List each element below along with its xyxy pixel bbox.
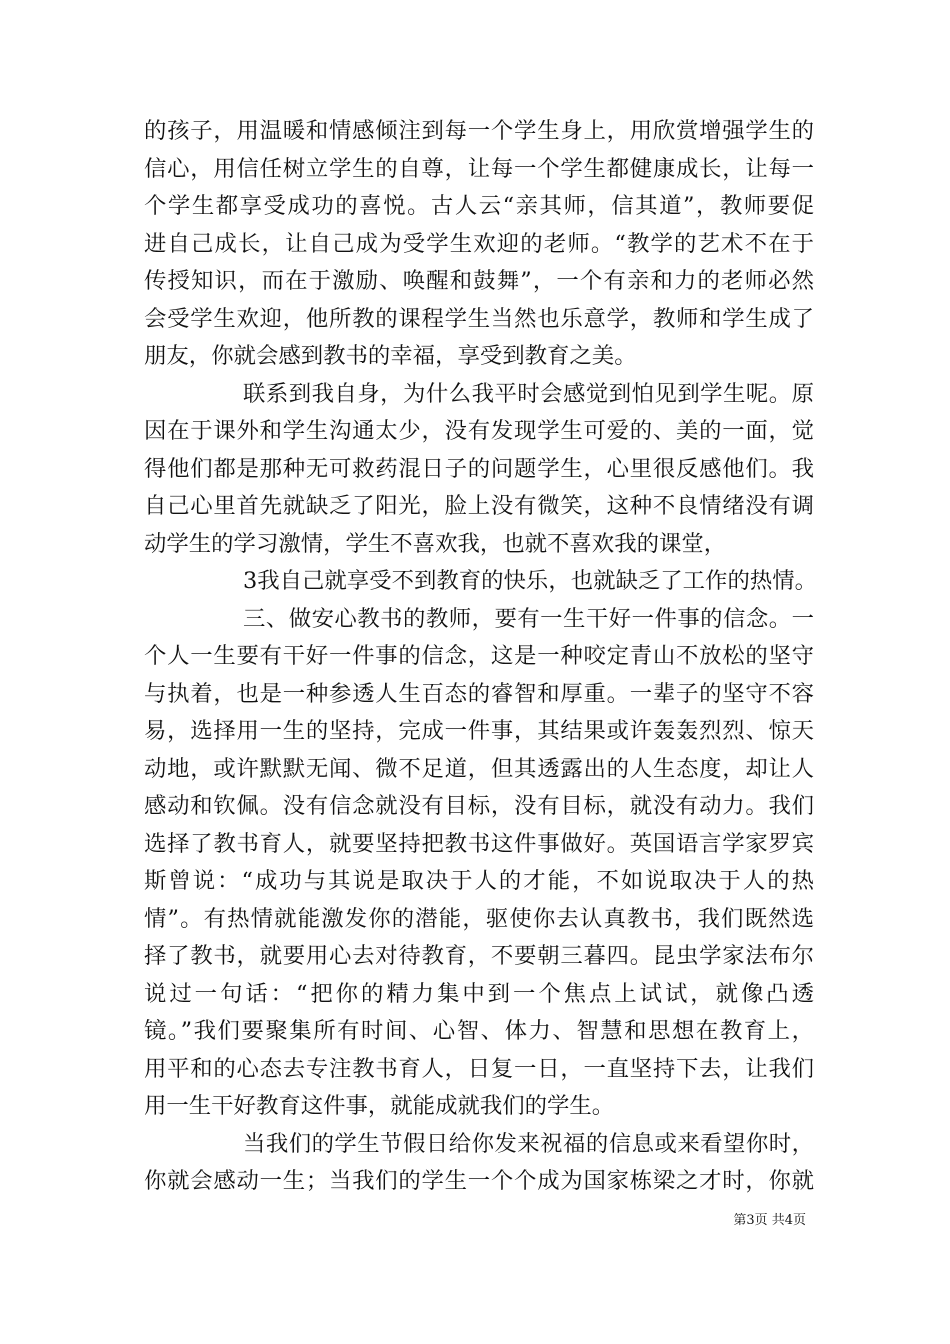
text-line: 与执着，也是一种参透人生百态的睿智和厚重。一辈子的坚守不容	[144, 680, 814, 707]
text-line: 情”。有热情就能激发你的潜能，驱使你去认真教书，我们既然选	[144, 905, 814, 932]
text-line: 用平和的心态去专注教书育人，日复一日，一直坚持下去，让我们	[144, 1055, 814, 1082]
page-number-footer: 第3页 共4页	[733, 1213, 806, 1228]
text-line: 择了教书，就要用心去对待教育，不要朝三暮四。昆虫学家法布尔	[144, 943, 814, 969]
text-line: 朋友，你就会感到教书的幸福，享受到教育之美。	[144, 343, 637, 369]
text-line: 镜。”我们要聚集所有时间、心智、体力、智慧和思想在教育上，	[144, 1018, 814, 1044]
text-line: 三、做安心教书的教师，要有一生干好一件事的信念。一	[243, 605, 814, 632]
text-line: 当我们的学生节假日给你发来祝福的信息或来看望你时，	[243, 1130, 814, 1157]
text-line: 进自己成长，让自己成为受学生欢迎的老师。“教学的艺术不在于	[144, 230, 814, 257]
text-line: 个学生都享受成功的喜悦。古人云“亲其师，信其道”，教师要促	[144, 193, 814, 219]
text-line: 选择了教书育人，就要坚持把教书这件事做好。英国语言学家罗宾	[144, 830, 814, 857]
text-line: 会受学生欢迎，他所教的课程学生当然也乐意学，教师和学生成了	[144, 305, 814, 332]
text-line: 自己心里首先就缺乏了阳光，脸上没有微笑，这种不良情绪没有调	[144, 493, 814, 519]
text-line: 动地，或许默默无闻、微不足道，但其透露出的人生态度，却让人	[144, 755, 814, 782]
text-line: 联系到我自身，为什么我平时会感觉到怕见到学生呢。原	[243, 380, 814, 407]
text-line: 斯曾说：“成功与其说是取决于人的才能，不如说取决于人的热	[144, 868, 814, 894]
text-line: 个人一生要有干好一件事的信念，这是一种咬定青山不放松的坚守	[144, 643, 814, 669]
text-line: 说过一句话：“把你的精力集中到一个焦点上试试，就像凸透	[144, 980, 814, 1007]
text-line: 传授知识，而在于激励、唤醒和鼓舞”，一个有亲和力的老师必然	[144, 268, 814, 294]
text-line: 感动和钦佩。没有信念就没有目标，没有目标，就没有动力。我们	[144, 793, 814, 819]
text-line: 的孩子，用温暖和情感倾注到每一个学生身上，用欣赏增强学生的	[144, 118, 814, 144]
text-line: 易，选择用一生的坚持，完成一件事，其结果或许轰轰烈烈、惊天	[144, 718, 814, 744]
body-text	[144, 113, 818, 1201]
text-line: 你就会感动一生；当我们的学生一个个成为国家栋梁之才时，你就	[144, 1168, 814, 1194]
text-line: 用一生干好教育这件事，就能成就我们的学生。	[144, 1093, 615, 1119]
text-line: 因在于课外和学生沟通太少，没有发现学生可爱的、美的一面，觉	[144, 418, 814, 444]
text-line: 信心，用信任树立学生的自尊，让每一个学生都健康成长，让每一	[144, 155, 814, 182]
text-line: 动学生的学习激情，学生不喜欢我，也就不喜欢我的课堂，	[144, 530, 727, 557]
text-line: 3我自己就享受不到教育的快乐，也就缺乏了工作的热情。	[243, 568, 818, 594]
text-line: 得他们都是那种无可救药混日子的问题学生，心里很反感他们。我	[144, 455, 814, 482]
